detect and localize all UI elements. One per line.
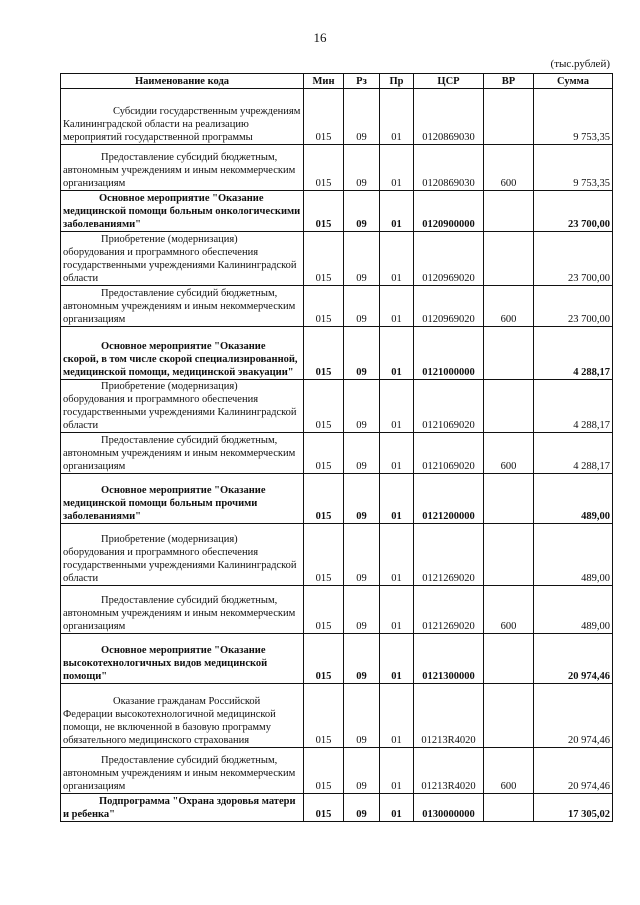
row-sum: 4 288,17 [534, 327, 613, 380]
row-sum: 17 305,02 [534, 794, 613, 822]
row-name: Основное мероприятие "Оказание медицинской помощи больным прочими заболеваниями" [61, 474, 304, 524]
row-vr [484, 524, 534, 586]
row-vr: 600 [484, 286, 534, 327]
table-row [61, 380, 613, 433]
row-min: 015 [304, 89, 344, 145]
table-row [61, 89, 613, 145]
table-row [61, 145, 613, 191]
row-min: 015 [304, 474, 344, 524]
row-rz: 09 [344, 145, 380, 191]
header-min: Мин [304, 74, 344, 89]
row-csr: 0121300000 [414, 634, 484, 684]
row-name: Приобретение (модернизация) оборудования и программного обеспечения государственными учреждениями Калининградской области [61, 524, 304, 586]
row-csr: 0120969020 [414, 286, 484, 327]
row-vr: 600 [484, 586, 534, 634]
row-rz: 09 [344, 380, 380, 433]
row-name: Предоставление субсидий бюджетным, автономным учреждениям и иным некоммерческим организациям [61, 286, 304, 327]
row-min: 015 [304, 232, 344, 286]
row-pr: 01 [380, 586, 414, 634]
table-row [61, 191, 613, 232]
row-sum: 20 974,46 [534, 684, 613, 748]
row-rz: 09 [344, 89, 380, 145]
row-pr: 01 [380, 433, 414, 474]
row-pr: 01 [380, 634, 414, 684]
row-vr: 600 [484, 433, 534, 474]
budget-table [60, 73, 613, 822]
row-min: 015 [304, 286, 344, 327]
table-row [61, 327, 613, 380]
row-rz: 09 [344, 474, 380, 524]
row-pr: 01 [380, 89, 414, 145]
row-min: 015 [304, 634, 344, 684]
row-rz: 09 [344, 586, 380, 634]
row-vr [484, 380, 534, 433]
row-rz: 09 [344, 634, 380, 684]
row-rz: 09 [344, 327, 380, 380]
row-name: Предоставление субсидий бюджетным, автономным учреждениям и иным некоммерческим организациям [61, 433, 304, 474]
row-vr [484, 634, 534, 684]
row-name: Основное мероприятие "Оказание скорой, в том числе скорой специализированной, медицинской помощи, медицинской эвакуации" [61, 327, 304, 380]
row-csr: 0120869030 [414, 145, 484, 191]
row-name: Основное мероприятие "Оказание высокотехнологичных видов медицинской помощи" [61, 634, 304, 684]
row-pr: 01 [380, 191, 414, 232]
row-min: 015 [304, 684, 344, 748]
row-csr: 0121269020 [414, 524, 484, 586]
row-sum: 4 288,17 [534, 433, 613, 474]
row-csr: 0121069020 [414, 380, 484, 433]
row-pr: 01 [380, 380, 414, 433]
row-name: Оказание гражданам Российской Федерации высокотехнологичной медицинской помощи, не включенной в базовую программу обязательного медицинского страхования [61, 684, 304, 748]
row-vr: 600 [484, 145, 534, 191]
table-row [61, 684, 613, 748]
row-name: Приобретение (модернизация) оборудования и программного обеспечения государственными учреждениями Калининградской области [61, 232, 304, 286]
row-csr: 0121200000 [414, 474, 484, 524]
row-pr: 01 [380, 524, 414, 586]
row-pr: 01 [380, 327, 414, 380]
row-vr [484, 474, 534, 524]
row-sum: 489,00 [534, 586, 613, 634]
row-csr: 0121269020 [414, 586, 484, 634]
row-min: 015 [304, 586, 344, 634]
row-name: Субсидии государственным учреждениям Калининградской области на реализацию мероприятий государственной программы [61, 89, 304, 145]
row-csr: 0120900000 [414, 191, 484, 232]
row-pr: 01 [380, 145, 414, 191]
row-rz: 09 [344, 524, 380, 586]
row-min: 015 [304, 191, 344, 232]
row-csr: 0120869030 [414, 89, 484, 145]
row-rz: 09 [344, 684, 380, 748]
row-pr: 01 [380, 474, 414, 524]
header-rz: Рз [344, 74, 380, 89]
table-row [61, 748, 613, 794]
table-row [61, 794, 613, 822]
row-vr [484, 684, 534, 748]
row-rz: 09 [344, 433, 380, 474]
row-rz: 09 [344, 191, 380, 232]
units-label: (тыс.рублей) [550, 58, 610, 70]
row-min: 015 [304, 748, 344, 794]
row-csr: 01213R4020 [414, 748, 484, 794]
row-csr: 0120969020 [414, 232, 484, 286]
row-vr [484, 794, 534, 822]
row-csr: 0130000000 [414, 794, 484, 822]
header-vr: ВР [484, 74, 534, 89]
row-vr [484, 327, 534, 380]
row-min: 015 [304, 380, 344, 433]
row-vr [484, 191, 534, 232]
row-name: Основное мероприятие "Оказание медицинской помощи больным онкологическими заболеваниями" [61, 191, 304, 232]
row-min: 015 [304, 433, 344, 474]
row-sum: 23 700,00 [534, 191, 613, 232]
row-name: Подпрограмма "Охрана здоровья матери и ребенка" [61, 794, 304, 822]
row-sum: 20 974,46 [534, 634, 613, 684]
table-row [61, 433, 613, 474]
header-sum: Сумма [534, 74, 613, 89]
row-pr: 01 [380, 684, 414, 748]
row-vr: 600 [484, 748, 534, 794]
header-name: Наименование кода [61, 74, 304, 89]
row-csr: 0121069020 [414, 433, 484, 474]
row-sum: 23 700,00 [534, 232, 613, 286]
row-min: 015 [304, 145, 344, 191]
row-name: Предоставление субсидий бюджетным, автономным учреждениям и иным некоммерческим организациям [61, 586, 304, 634]
row-pr: 01 [380, 232, 414, 286]
row-name: Предоставление субсидий бюджетным, автономным учреждениям и иным некоммерческим организациям [61, 145, 304, 191]
page-number: 16 [313, 30, 327, 45]
row-pr: 01 [380, 794, 414, 822]
table-header-row [61, 74, 613, 89]
row-min: 015 [304, 524, 344, 586]
row-sum: 20 974,46 [534, 748, 613, 794]
table-row [61, 634, 613, 684]
row-rz: 09 [344, 794, 380, 822]
table-row [61, 586, 613, 634]
row-min: 015 [304, 327, 344, 380]
row-rz: 09 [344, 232, 380, 286]
row-pr: 01 [380, 286, 414, 327]
row-vr [484, 89, 534, 145]
row-sum: 489,00 [534, 474, 613, 524]
row-rz: 09 [344, 748, 380, 794]
table-row [61, 232, 613, 286]
header-csr: ЦСР [414, 74, 484, 89]
row-vr [484, 232, 534, 286]
row-sum: 9 753,35 [534, 89, 613, 145]
table-row [61, 286, 613, 327]
row-name: Приобретение (модернизация) оборудования и программного обеспечения государственными учреждениями Калининградской области [61, 380, 304, 433]
table-row [61, 474, 613, 524]
row-sum: 489,00 [534, 524, 613, 586]
header-pr: Пр [380, 74, 414, 89]
row-csr: 0121000000 [414, 327, 484, 380]
row-rz: 09 [344, 286, 380, 327]
row-sum: 4 288,17 [534, 380, 613, 433]
row-name: Предоставление субсидий бюджетным, автономным учреждениям и иным некоммерческим организациям [61, 748, 304, 794]
row-pr: 01 [380, 748, 414, 794]
row-min: 015 [304, 794, 344, 822]
row-csr: 01213R4020 [414, 684, 484, 748]
row-sum: 9 753,35 [534, 145, 613, 191]
row-sum: 23 700,00 [534, 286, 613, 327]
table-row [61, 524, 613, 586]
